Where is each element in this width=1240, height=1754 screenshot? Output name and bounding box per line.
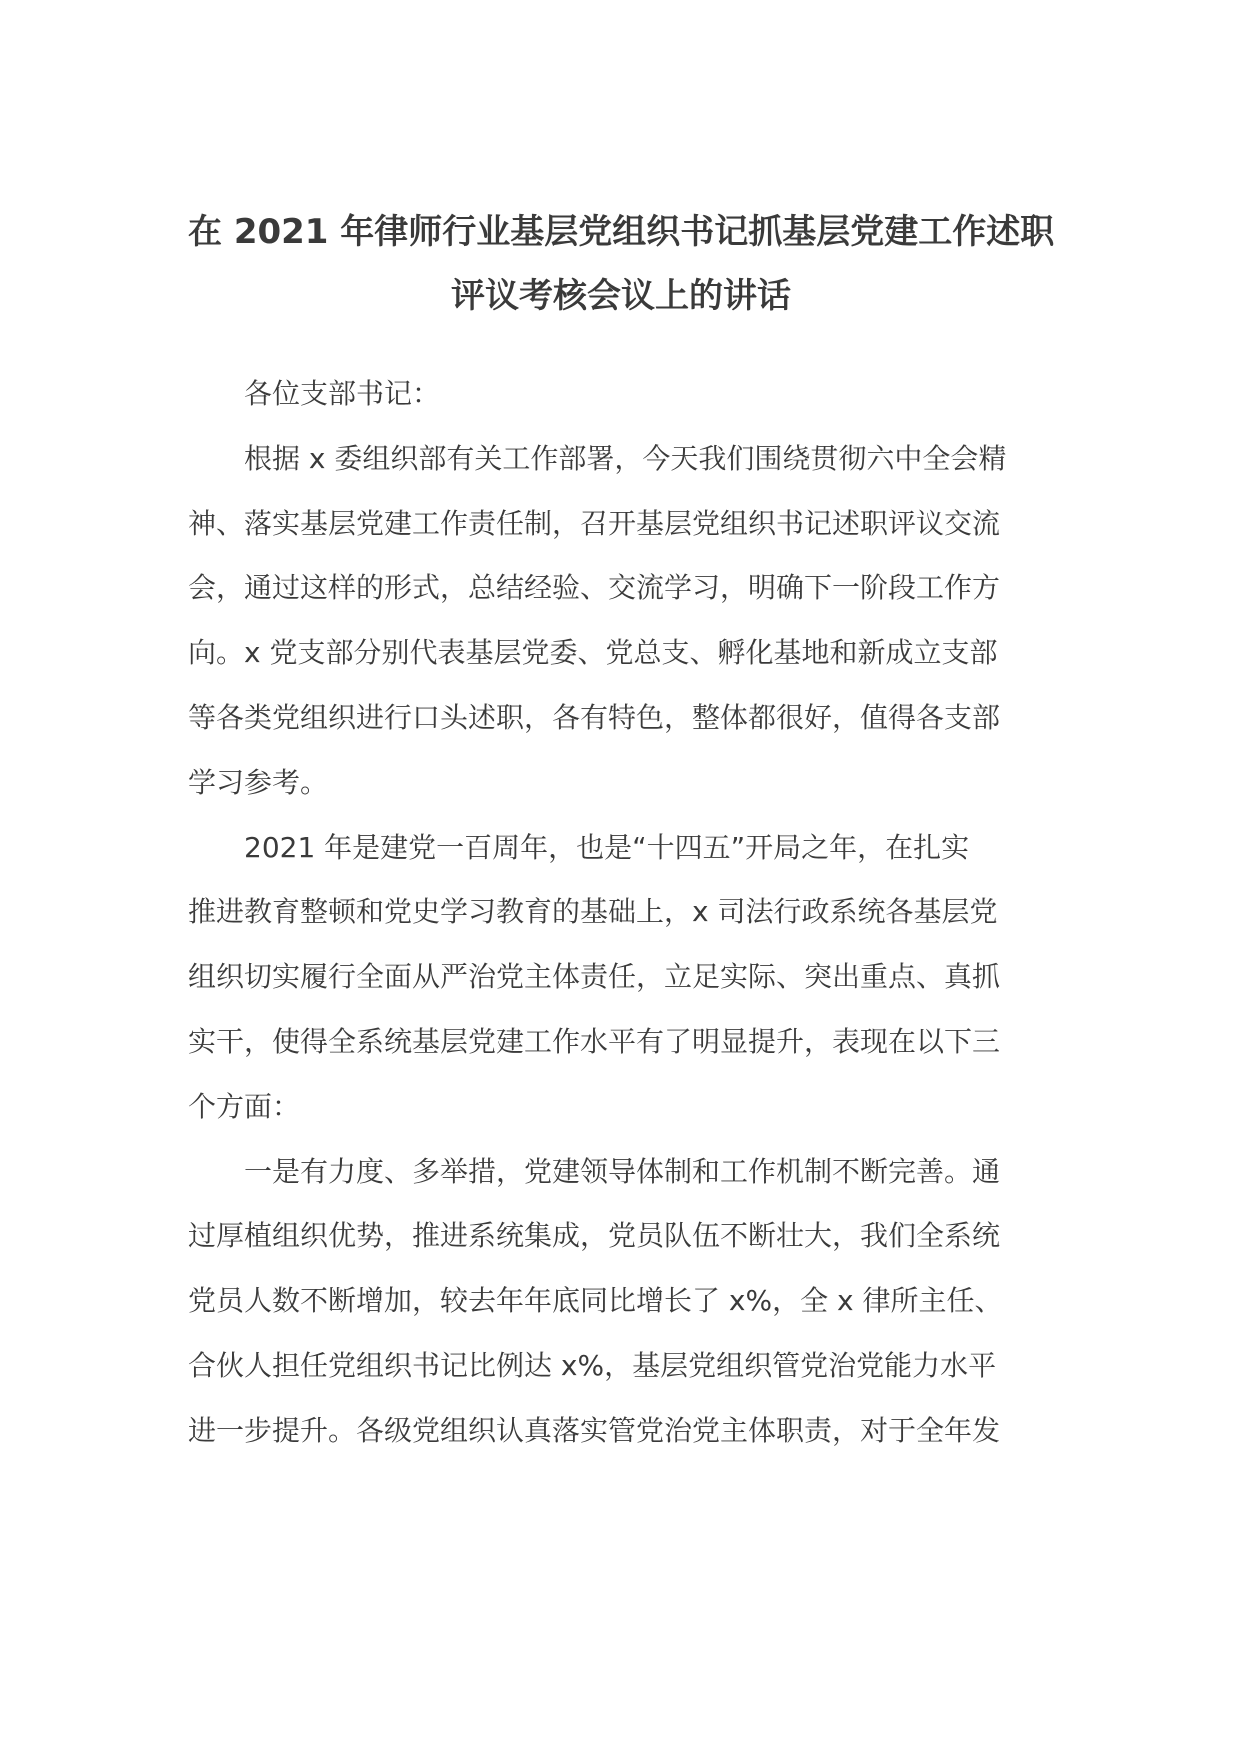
paragraph-line: 学习参考。 (188, 765, 329, 799)
salutation-text: 各位支部书记： (244, 377, 441, 410)
paragraph-line: 一是有力度、多举措，党建领导体制和工作机制不断完善。通 (244, 1154, 1001, 1188)
paragraph-line: 实干，使得全系统基层党建工作水平有了明显提升，表现在以下三 (188, 1024, 1001, 1058)
title-line-1: 在 2021 年律师行业基层党组织书记抓基层党建工作述职 (188, 212, 1055, 252)
paragraph-line: 等各类党组织进行口头述职，各有特色，整体都很好，值得各支部 (188, 700, 1001, 734)
paragraph-3 (188, 1140, 1054, 1464)
paragraph-line: 根据 x 委组织部有关工作部署，今天我们围绕贯彻六中全会精 (244, 441, 1007, 475)
document-page (188, 200, 1054, 1464)
document-body (188, 362, 1054, 1464)
salutation (188, 362, 1054, 427)
paragraph-line: 党员人数不断增加，较去年年底同比增长了 x%，全 x 律所主任、 (188, 1284, 1003, 1318)
paragraph-line: 会，通过这样的形式，总结经验、交流学习，明确下一阶段工作方 (188, 571, 1001, 605)
paragraph-line: 组织切实履行全面从严治党主体责任，立足实际、突出重点、真抓 (188, 960, 1001, 994)
paragraph-line: 向。x 党支部分别代表基层党委、党总支、孵化基地和新成立支部 (188, 636, 998, 670)
paragraph-line: 2021 年是建党一百周年，也是“十四五”开局之年，在扎实 (244, 830, 970, 864)
paragraph-line: 进一步提升。各级党组织认真落实管党治党主体职责，对于全年发 (188, 1413, 1001, 1447)
paragraph-line: 个方面： (188, 1089, 301, 1123)
paragraph-1 (188, 427, 1054, 816)
document-title (188, 200, 1054, 328)
paragraph-line: 神、落实基层党建工作责任制，召开基层党组织书记述职评议交流 (188, 506, 1001, 540)
paragraph-line: 过厚植组织优势，推进系统集成，党员队伍不断壮大，我们全系统 (188, 1219, 1001, 1253)
title-line-2: 评议考核会议上的讲话 (451, 276, 791, 316)
paragraph-line: 合伙人担任党组织书记比例达 x%，基层党组织管党治党能力水平 (188, 1348, 997, 1382)
paragraph-line: 推进教育整顿和党史学习教育的基础上，x 司法行政系统各基层党 (188, 895, 998, 929)
paragraph-2 (188, 816, 1054, 1140)
